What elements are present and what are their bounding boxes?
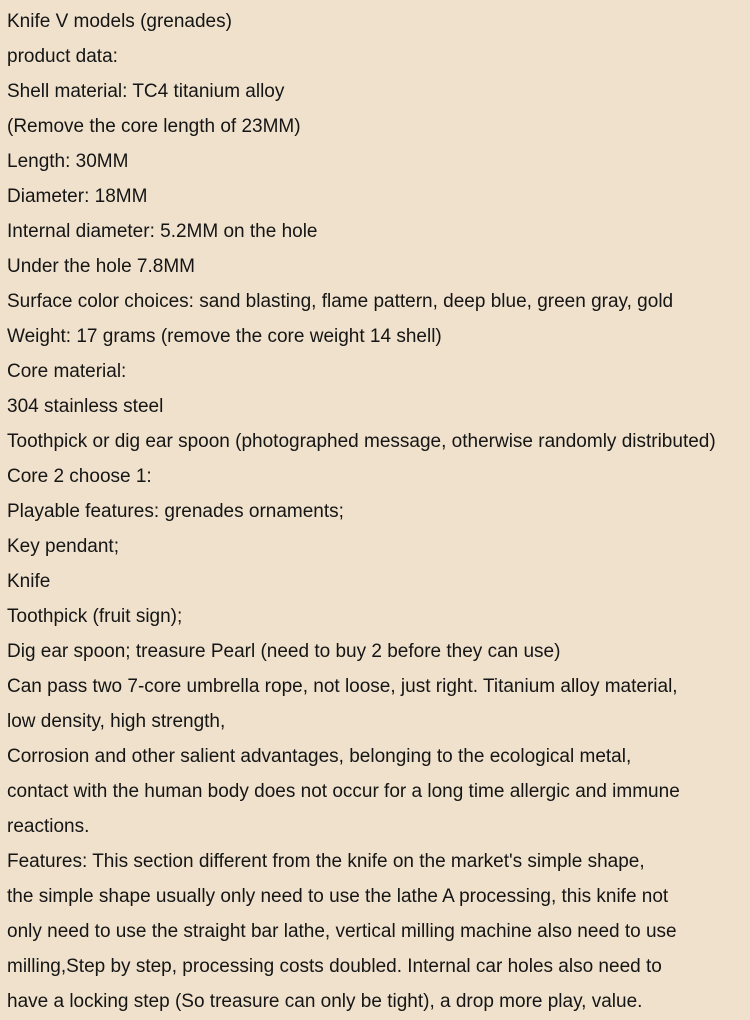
knife-line: Knife (7, 571, 51, 592)
core-option-note-line: Toothpick or dig ear spoon (photographed message, otherwise randomly distributed) (7, 431, 716, 452)
processing-line-1: the simple shape usually only need to use the lathe A processing, this knife not (7, 886, 669, 907)
locking-step-line: have a locking step (So treasure can only be tight), a drop more play, value. (7, 991, 643, 1012)
shell-material-line: Shell material: TC4 titanium alloy (7, 81, 285, 102)
toothpick-line: Toothpick (fruit sign); (7, 606, 183, 627)
ear-spoon-pearl-line: Dig ear spoon; treasure Pearl (need to buy 2 before they can use) (7, 641, 561, 662)
diameter-line: Diameter: 18MM (7, 186, 148, 207)
density-strength-line: low density, high strength, (7, 711, 226, 732)
processing-line-3: milling,Step by step, processing costs doubled. Internal car holes also need to (7, 956, 662, 977)
under-hole-line: Under the hole 7.8MM (7, 256, 195, 277)
features-line: Features: This section different from the knife on the market's simple shape, (7, 851, 645, 872)
playable-features-line: Playable features: grenades ornaments; (7, 501, 344, 522)
core-material-value-line: 304 stainless steel (7, 396, 164, 417)
surface-color-choices-line: Surface color choices: sand blasting, flame pattern, deep blue, green gray, gold (7, 291, 674, 312)
length-line: Length: 30MM (7, 151, 129, 172)
core-choice-line: Core 2 choose 1: (7, 466, 152, 487)
human-contact-line: contact with the human body does not occur for a long time allergic and immune (7, 781, 680, 802)
key-pendant-line: Key pendant; (7, 536, 119, 557)
rope-material-line: Can pass two 7-core umbrella rope, not loose, just right. Titanium alloy material, (7, 676, 678, 697)
reactions-line: reactions. (7, 816, 90, 837)
corrosion-advantages-line: Corrosion and other salient advantages, belonging to the ecological metal, (7, 746, 632, 767)
product-title-line: Knife V models (grenades) (7, 11, 232, 32)
processing-line-2: only need to use the straight bar lathe, vertical milling machine also need to use (7, 921, 677, 942)
core-length-note-line: (Remove the core length of 23MM) (7, 116, 301, 137)
product-data-heading-line: product data: (7, 46, 118, 67)
core-material-heading-line: Core material: (7, 361, 127, 382)
internal-diameter-line: Internal diameter: 5.2MM on the hole (7, 221, 318, 242)
weight-line: Weight: 17 grams (remove the core weight 14 shell) (7, 326, 442, 347)
